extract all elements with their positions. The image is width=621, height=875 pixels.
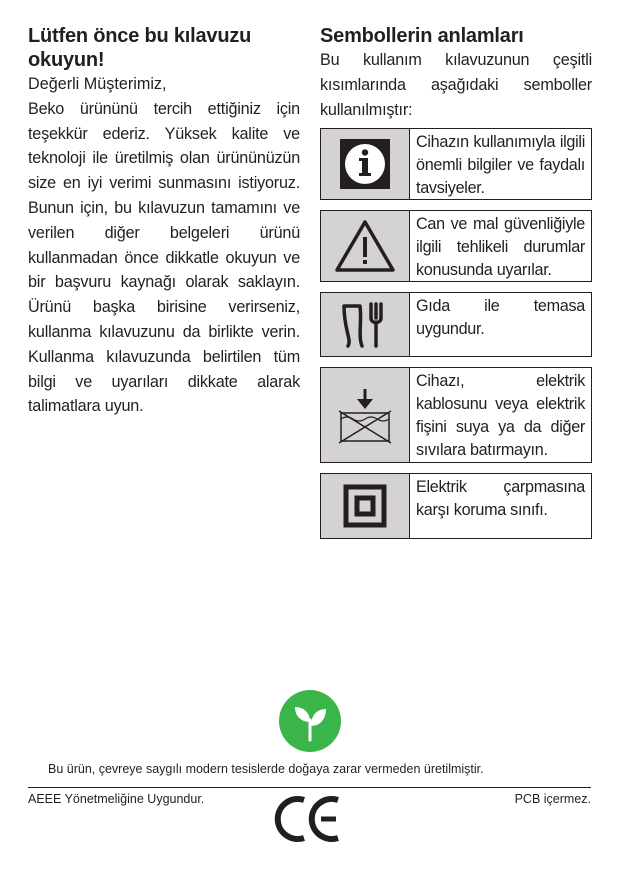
symbol-text-class-ii: Elektrik çarpmasına karşı koruma sınıfı. [416,478,585,520]
greeting: Değerli Müşterimiz, [28,75,167,93]
intro-title [28,24,300,72]
symbols-title: Sembollerin anlamları [320,25,524,47]
footer-divider [28,787,591,788]
food-contact-icon [321,293,410,356]
eco-statement: Bu ürün, çevreye saygılı modern tesislerde doğaya zarar vermeden üretilmiştir. [48,762,484,776]
intro-body: Beko ürününü tercih ettiğiniz için teşekkür ederiz. Yüksek kalite ve teknoloji ile üretilmiş olan ürününüzün size en iyi verimi sunmasını istiyoruz. Bunun için, bu kılavuzun tamamını ve verilen diğer belgeleri ürünü kullanmadan önce dikkatle okuyun ve bir başvuru kaynağı olarak saklayın. Ürünü başka birisine verirseniz, kullanma kılavuzunu da birlikte verin. Kullanma kılavuzunda belirtilen tüm bilgi ve uyarıları dikkate alarak talimatlara uyun. [28,99,300,416]
info-icon [321,129,410,199]
symbol-row-no-immersion [320,367,592,463]
ce-mark-icon [274,792,346,846]
symbol-row-food-contact [320,292,592,357]
symbol-text-food-contact: Gıda ile temasa uygundur. [416,297,585,339]
intro-section [28,24,300,419]
eco-leaf-icon [279,690,341,752]
symbol-row-class-ii [320,473,592,539]
symbol-text-info: Cihazın kullanımıyla ilgili önemli bilgiler ve faydalı tavsiyeler. [416,133,585,197]
class-ii-icon [321,474,410,538]
intro-title-line1: Lütfen önce bu kılavuzu [28,25,252,47]
intro-title-line2: okuyun! [28,49,105,71]
symbol-row-info [320,128,592,200]
symbols-list [320,128,592,539]
symbol-row-warning [320,210,592,282]
warning-icon [321,211,410,281]
pcb-free: PCB içermez. [514,792,591,806]
symbol-text-no-immersion: Cihazı, elektrik kablosunu veya elektrik fişini suya ya da diğer sıvılara batırmayın. [416,372,585,459]
symbols-intro: Bu kullanım kılavuzunun çeşitli kısımlarında aşağıdaki semboller kullanılmıştır: [320,51,592,119]
aeee-compliance: AEEE Yönetmeliğine Uygundur. [28,792,205,806]
symbols-section [320,24,592,549]
symbol-text-warning: Can ve mal güvenliğiyle ilgili tehlikeli durumlar konusunda uyarılar. [416,215,585,279]
no-immersion-icon [321,368,410,462]
